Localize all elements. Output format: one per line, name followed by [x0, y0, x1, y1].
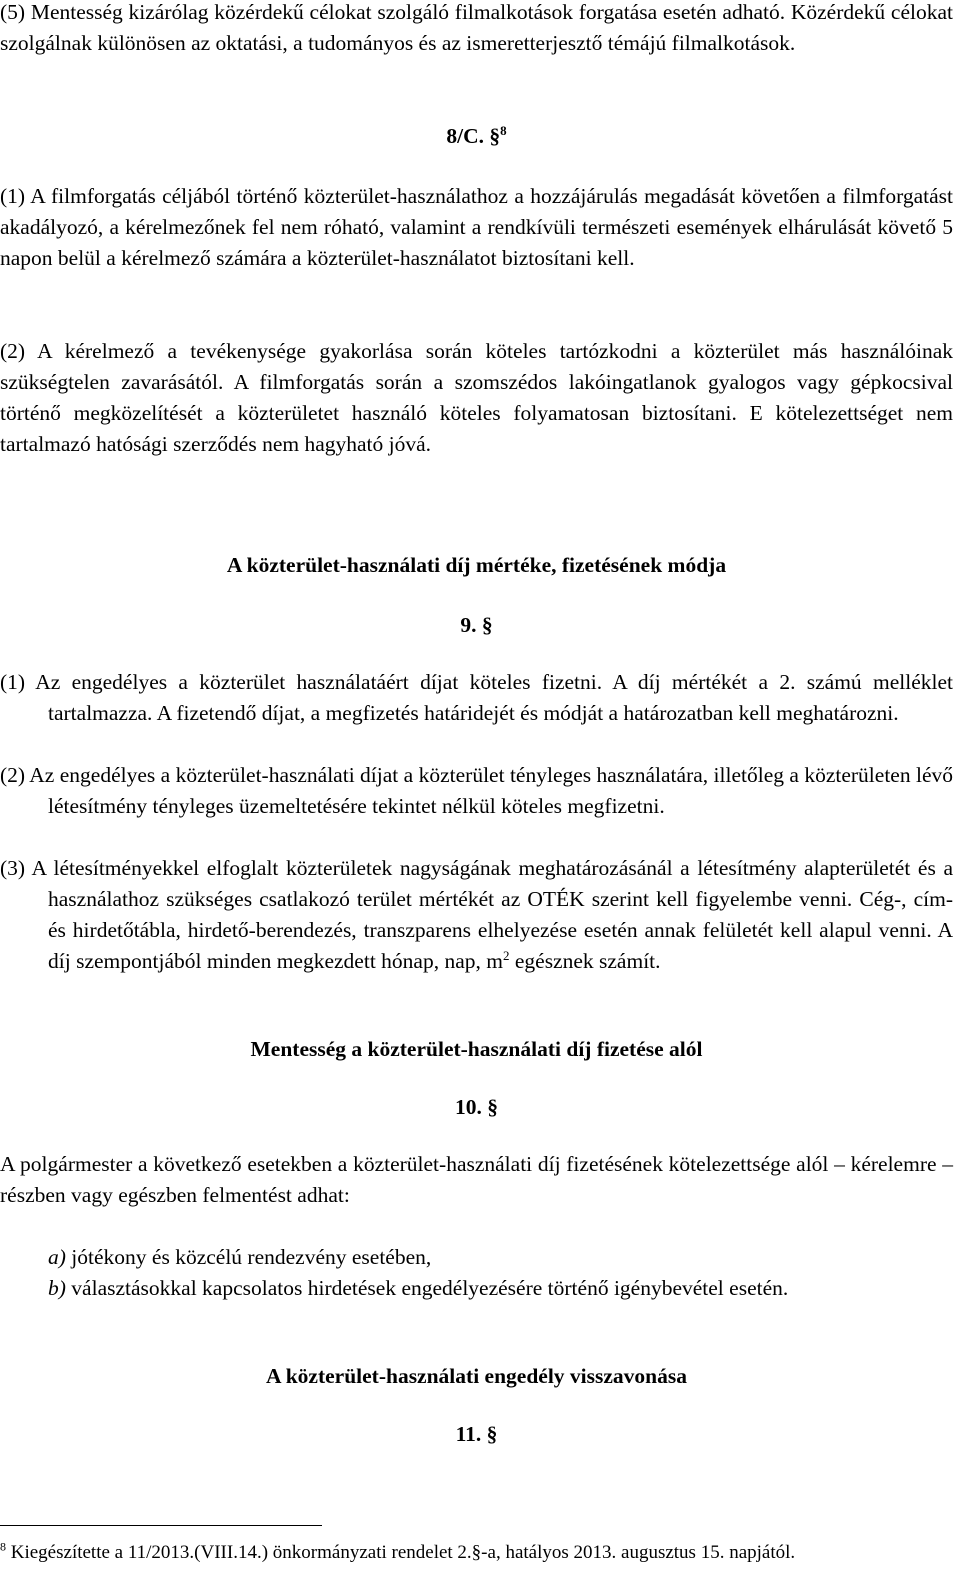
footnote-text: Kiegészítette a 11/2013.(VIII.14.) önkormányzati rendelet 2.§-a, hatályos 2013. augusztus 15. napjától.	[6, 1542, 796, 1563]
section-8c-title-text: 8/C. §	[446, 124, 501, 148]
footnote-mark: 8	[0, 1539, 6, 1554]
section-8c-paragraph-1: (1) A filmforgatás céljából történő közterület-használathoz a hozzájárulás megadását követően a filmforgatást akadályozó, a kérelmezőnek fel nem róható, valamint a rendkívüli természeti események elhárulását követő 5 napon belül a kérelmező számára a közterület-használatot biztosítani kell.	[0, 184, 953, 270]
heading-fee: A közterület-használati díj mértéke, fizetésének módja	[226, 553, 727, 577]
heading-exempt: Mentesség a közterület-használati díj fizetése alól	[250, 1037, 703, 1061]
footnote-ref-8[interactable]: 8	[500, 122, 507, 138]
heading-revoke: A közterület-használati engedély visszavonása	[265, 1364, 688, 1388]
list-label-b: b)	[48, 1276, 66, 1300]
list-text-b: választásokkal kapcsolatos hirdetések engedélyezésére történő igénybevétel esetén.	[65, 1276, 789, 1300]
section-9-paragraph-2: (2) Az engedélyes a közterület-használati díjat a közterület tényleges használatára, illetőleg a közterületen lévő létesítmény tényleges üzemeltetésére tekintet nélkül köteles megfizetni.	[0, 763, 953, 818]
section-9-paragraph-1: (1) Az engedélyes a közterület használatáért díjat köteles fizetni. A díj mértékét a 2. számú melléklet tartalmazza. A fizetendő díjat, a megfizetés határidejét és módját a határozatban kell meghatározni.	[0, 670, 953, 725]
section-9-title: 9. §	[460, 613, 493, 637]
section-9-paragraph-3-text: (3) A létesítményekkel elfoglalt közterületek nagyságának meghatározásánál a létesítmény alapterületét és a használathoz szükséges csatlakozó terület mértékét az OTÉK szerint kell figyelembe venni. Cég-, cím- és hirdetőtábla, hirdető-berendezés, transzparens elhelyezése esetén annak felületét kell alapul venni. A díj szempontjából minden megkezdett hónap, nap, m	[0, 856, 953, 973]
section-9-paragraph-3-end: egésznek számít.	[509, 949, 661, 973]
superscript-2: 2	[502, 947, 510, 963]
section-8c-paragraph-2: (2) A kérelmező a tevékenysége gyakorlása során köteles tartózkodni a közterület más használóinak szükségtelen zavarásától. A filmforgatás során a szomszédos lakóingatlanok gyalogos vagy gépkocsival történő megközelítését a közterületet használó köteles folyamatosan biztosítani. E kötelezettséget nem tartalmazó hatósági szerződés nem hagyható jóvá.	[0, 339, 953, 456]
list-item-a	[48, 1242, 953, 1273]
section-11-title: 11. §	[455, 1422, 498, 1446]
list-text-a: jótékony és közcélú rendezvény esetében,	[65, 1245, 432, 1269]
section-8c-title	[0, 121, 953, 152]
section-9-paragraph-3	[0, 853, 953, 977]
section-10-title: 10. §	[455, 1095, 498, 1119]
footnote-divider	[0, 1525, 322, 1526]
paragraph-5: (5) Mentesség kizárólag közérdekű célokat szolgáló filmalkotások forgatása esetén adható. Közérdekű célokat szolgálnak különösen az oktatási, a tudományos és az ismeretterjesztő témájú filmalkotások.	[0, 0, 953, 55]
footnote	[0, 1540, 960, 1566]
section-10-intro: A polgármester a következő esetekben a közterület-használati díj fizetésének kötelezettsége alól – kérelemre – részben vagy egészben felmentést adhat:	[0, 1152, 953, 1207]
list-label-a: a)	[48, 1245, 66, 1269]
list-item-b	[48, 1273, 953, 1304]
